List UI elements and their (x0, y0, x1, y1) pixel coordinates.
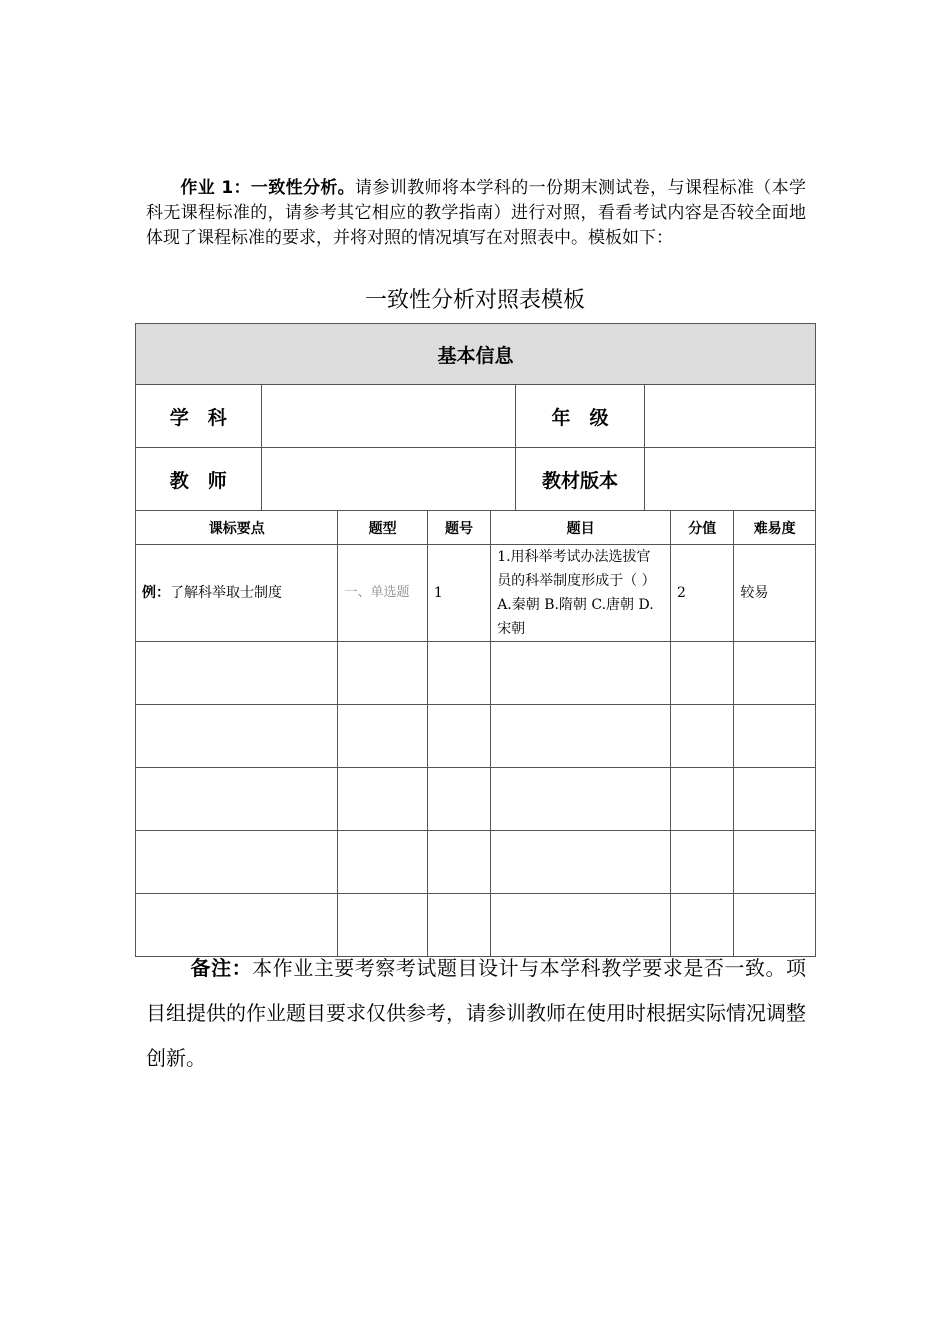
grade-value-cell[interactable] (645, 385, 816, 448)
table-cell[interactable] (671, 768, 734, 831)
column-header-question-type: 题型 (338, 511, 427, 545)
example-question-options: A.秦朝 B.隋朝 C.唐朝 D.宋朝 (497, 597, 654, 637)
textbook-version-label: 教材版本 (516, 448, 645, 511)
example-point-text: 了解科举取士制度 (170, 585, 282, 601)
table-cell[interactable] (491, 642, 671, 705)
example-question-type: 一、单选题 (338, 545, 427, 642)
table-cell[interactable] (491, 831, 671, 894)
table-cell[interactable] (338, 768, 427, 831)
textbook-version-value-cell[interactable] (645, 448, 816, 511)
table-cell[interactable] (427, 831, 490, 894)
column-header-standard-point: 课标要点 (136, 511, 338, 545)
comparison-table (135, 323, 816, 957)
example-difficulty: 较易 (734, 545, 816, 642)
notes-label: 备注： (190, 956, 253, 980)
table-cell[interactable] (136, 768, 338, 831)
column-header-difficulty: 难易度 (734, 511, 816, 545)
notes-text: 本作业主要考察考试题目设计与本学科教学要求是否一致。项目组提供的作业题目要求仅供参考，请参训教师在使用时根据实际情况调整创新。 (146, 956, 807, 1070)
notes-paragraph (146, 946, 806, 1081)
table-row (136, 705, 816, 768)
table-cell[interactable] (136, 831, 338, 894)
table-cell[interactable] (734, 705, 816, 768)
table-cell[interactable] (427, 768, 490, 831)
teacher-label: 教 师 (136, 448, 262, 511)
assignment-text: 请参训教师将本学科的一份期末测试卷，与课程标准（本学科无课程标准的，请参考其它相应的教学指南）进行对照，看看考试内容是否较全面地体现了课程标准的要求，并将对照的情况填写在对照表中。模板如下： (146, 178, 806, 248)
table-cell[interactable] (427, 705, 490, 768)
assignment-intro (146, 176, 806, 251)
table-cell[interactable] (491, 768, 671, 831)
table-cell[interactable] (338, 831, 427, 894)
table-row (136, 831, 816, 894)
grade-label: 年 级 (516, 385, 645, 448)
table-cell[interactable] (734, 831, 816, 894)
example-question-stem: 1.用科举考试办法选拔官员的科举制度形成于（ ） (497, 549, 656, 589)
table-cell[interactable] (734, 768, 816, 831)
table-cell[interactable] (136, 642, 338, 705)
teacher-value-cell[interactable] (261, 448, 516, 511)
table-row (136, 768, 816, 831)
example-standard-point (136, 545, 338, 642)
basic-info-header: 基本信息 (136, 324, 816, 385)
subject-label: 学 科 (136, 385, 262, 448)
table-cell[interactable] (734, 642, 816, 705)
table-cell[interactable] (338, 705, 427, 768)
column-header-score: 分值 (671, 511, 734, 545)
example-prefix: 例： (142, 585, 170, 601)
example-row (136, 545, 816, 642)
table-cell[interactable] (338, 642, 427, 705)
table-cell[interactable] (491, 705, 671, 768)
example-question (491, 545, 671, 642)
table-cell[interactable] (427, 642, 490, 705)
table-title: 一致性分析对照表模板 (364, 288, 585, 313)
table-cell[interactable] (671, 831, 734, 894)
column-header-question: 题目 (491, 511, 671, 545)
example-question-number: 1 (427, 545, 490, 642)
table-cell[interactable] (136, 705, 338, 768)
table-cell[interactable] (671, 642, 734, 705)
assignment-lead: 作业 1：一致性分析。 (180, 178, 356, 198)
table-row (136, 642, 816, 705)
column-header-question-number: 题号 (427, 511, 490, 545)
subject-value-cell[interactable] (261, 385, 516, 448)
example-score: 2 (671, 545, 734, 642)
table-cell[interactable] (671, 705, 734, 768)
